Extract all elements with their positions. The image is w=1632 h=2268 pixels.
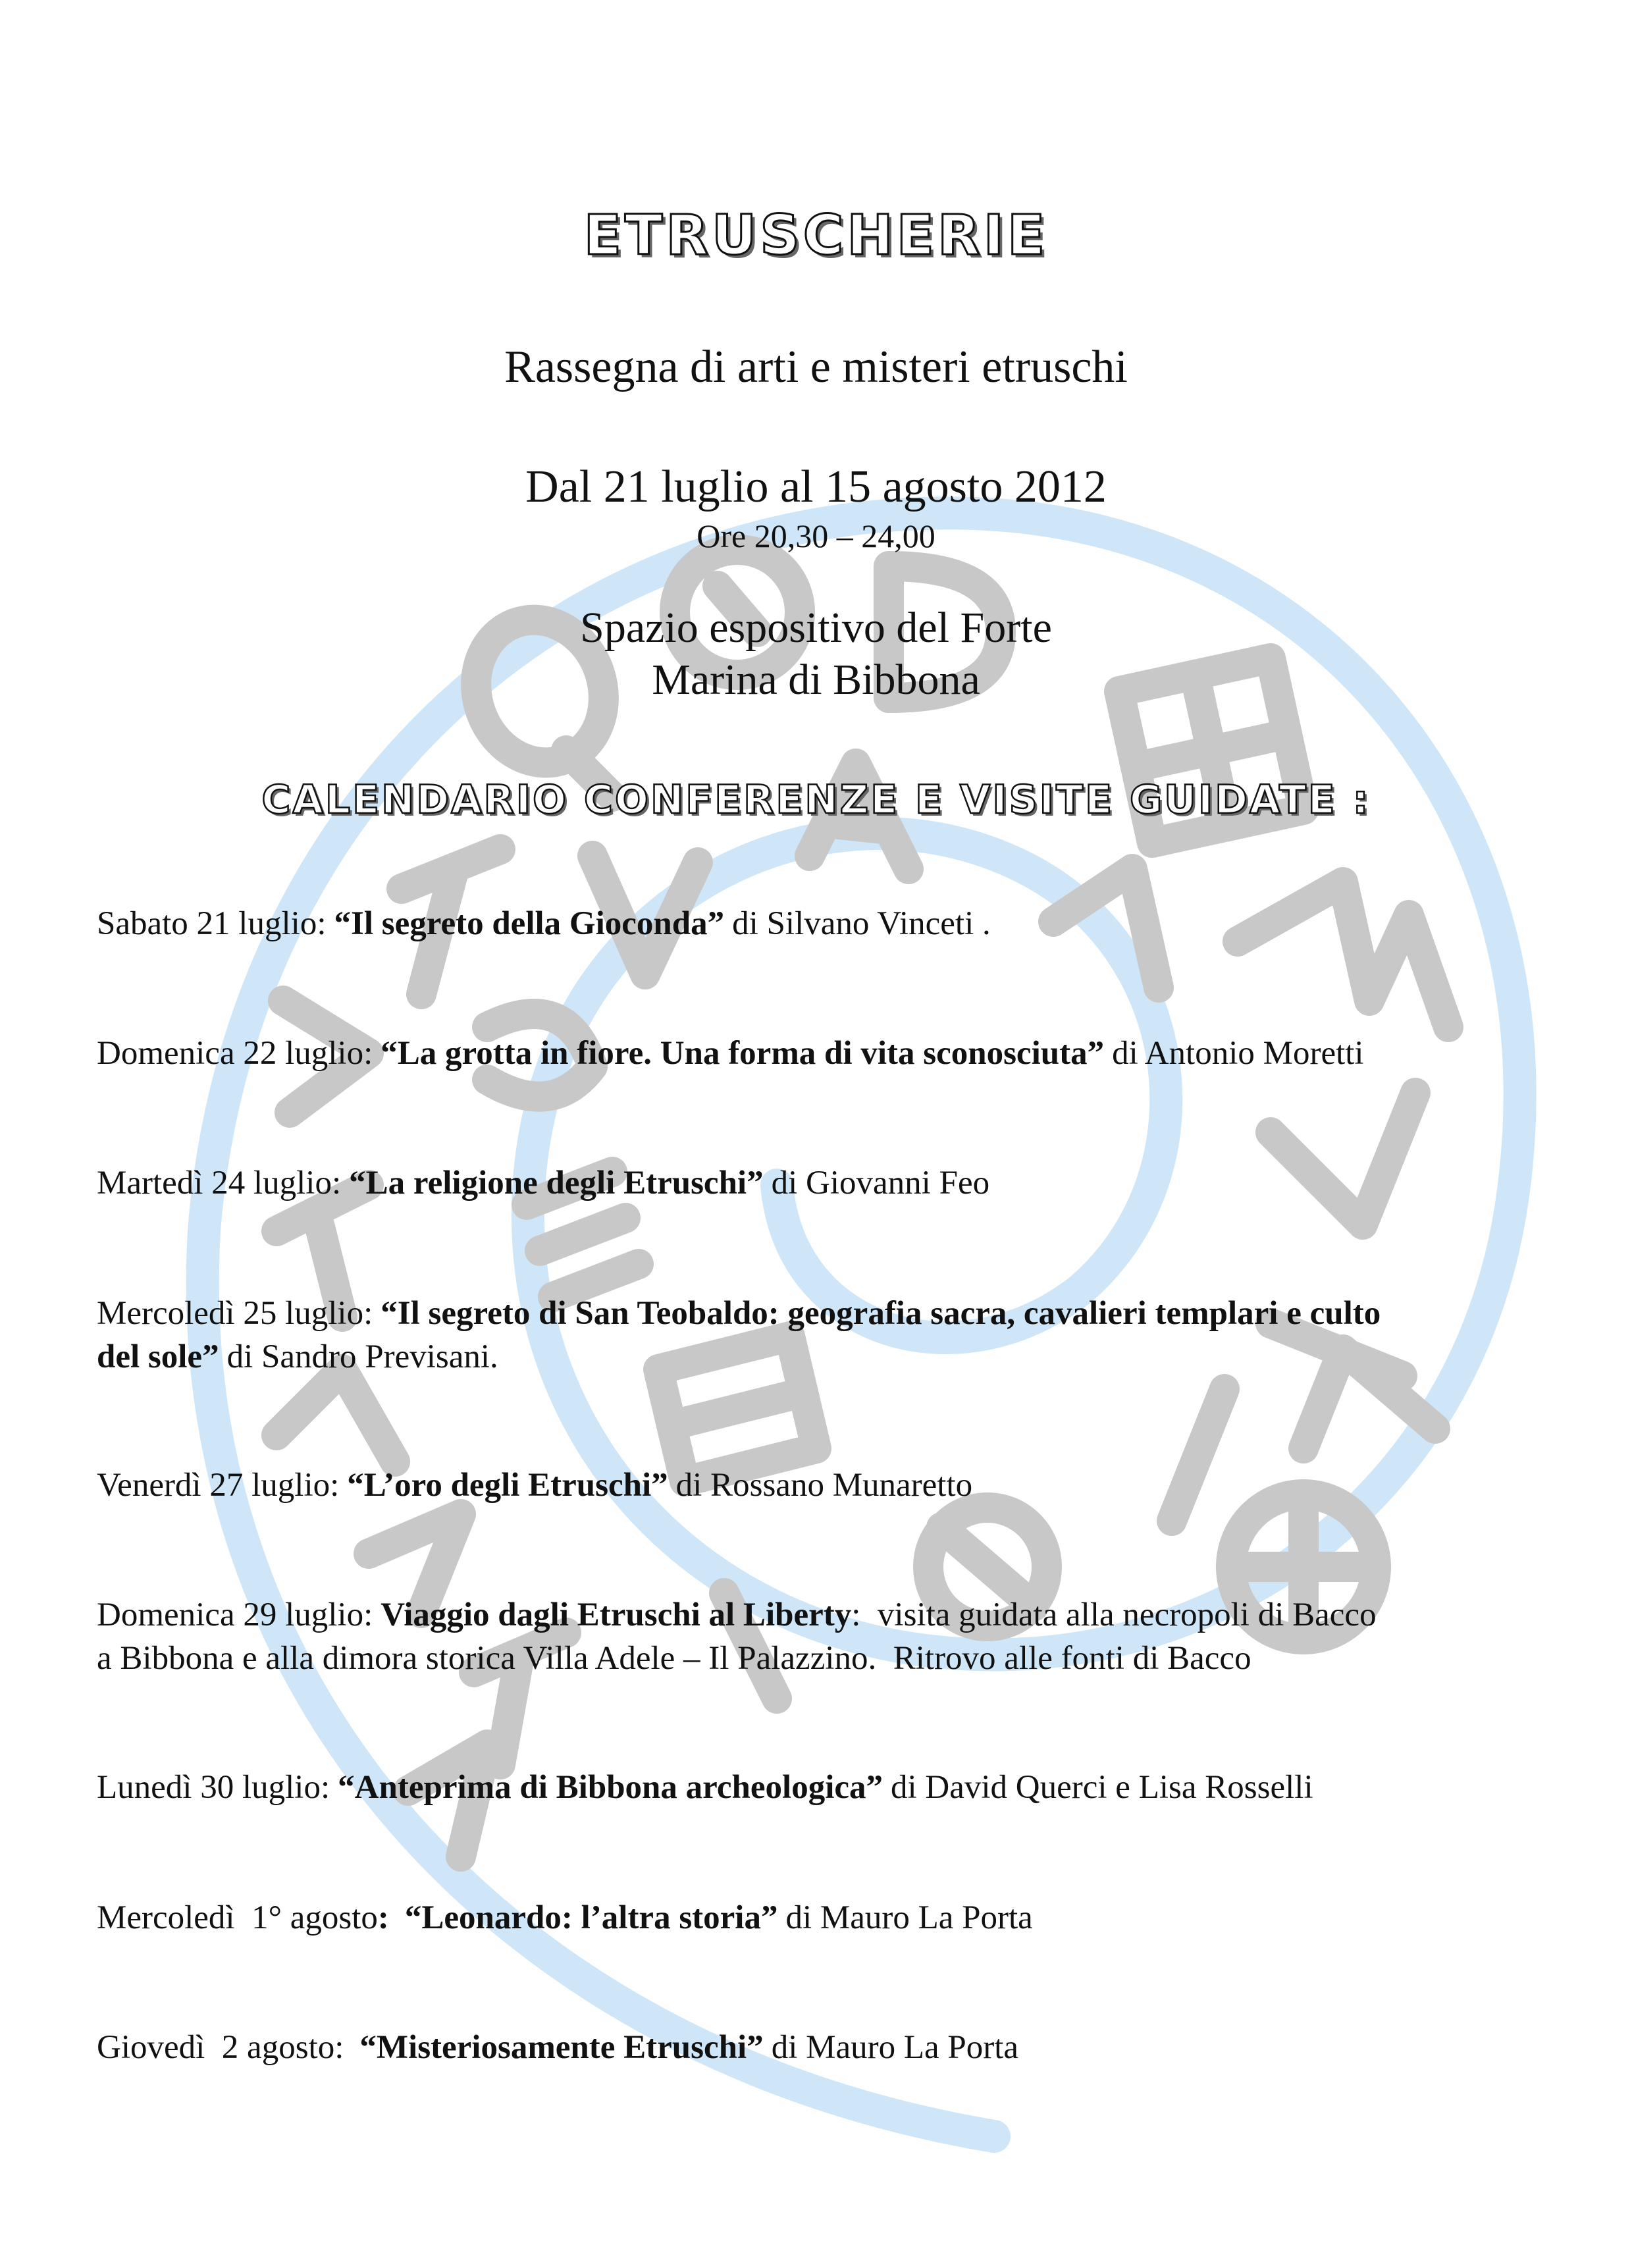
event-speaker: di Antonio Moretti xyxy=(1112,1035,1364,1072)
calendar-event xyxy=(97,1464,1545,1507)
event-date: Giovedì 2 agosto: xyxy=(97,2029,344,2066)
calendar-event xyxy=(97,1032,1545,1075)
calendar-event xyxy=(97,1896,1545,1939)
calendar-event xyxy=(97,2026,1545,2069)
event-speaker: di Giovanni Feo xyxy=(771,1165,990,1201)
event-title: “L’oro degli Etruschi” xyxy=(347,1467,668,1504)
event-line xyxy=(97,1593,1545,1637)
event-speaker: di David Querci e Lisa Rosselli xyxy=(891,1769,1313,1806)
event-speaker: di Sandro Previsani. xyxy=(226,1338,498,1375)
event-speaker: di Mauro La Porta xyxy=(785,1899,1033,1936)
event-date: Sabato 21 luglio: xyxy=(97,905,327,942)
event-title: “Leonardo: l’altra storia” xyxy=(404,1899,778,1936)
event-title: “La grotta in fiore. Una forma di vita sconosciuta” xyxy=(381,1035,1105,1072)
event-speaker: di Rossano Munaretto xyxy=(675,1467,973,1504)
venue-location: Marina di Bibbona xyxy=(652,656,980,704)
calendar-event xyxy=(97,1766,1545,1809)
event-title: “Misteriosamente Etruschi” xyxy=(359,2029,764,2066)
event-date: Venerdì 27 luglio: xyxy=(97,1467,340,1504)
event-line xyxy=(97,1292,1545,1335)
event-title-cont: del sole” xyxy=(97,1338,219,1375)
calendar-event xyxy=(97,1292,1545,1379)
event-title: “Il segreto della Gioconda” xyxy=(334,905,725,942)
venue-name: Spazio espositivo del Forte xyxy=(580,604,1052,652)
event-title: Viaggio dagli Etruschi al Liberty xyxy=(381,1596,852,1633)
event-date: Mercoledì 1° agosto xyxy=(97,1899,378,1936)
calendar-heading: CALENDARIO CONFERENZE E VISITE GUIDATE : xyxy=(261,777,1371,823)
event-date: Mercoledì 25 luglio: xyxy=(97,1295,373,1332)
calendar-event xyxy=(97,1161,1545,1205)
page-subtitle: Rassegna di arti e misteri etruschi xyxy=(504,342,1128,392)
event-description: : visita guidata alla necropoli di Bacco xyxy=(851,1596,1377,1633)
event-date: Domenica 22 luglio: xyxy=(97,1035,373,1072)
event-line xyxy=(97,1637,1545,1680)
event-date: Domenica 29 luglio: xyxy=(97,1596,373,1633)
event-line xyxy=(97,1335,1545,1379)
event-title: “Anteprima di Bibbona archeologica” xyxy=(338,1769,883,1806)
page-title: ETRUSCHERIE xyxy=(583,203,1049,267)
event-speaker: di Silvano Vinceti . xyxy=(732,905,991,942)
event-date: Martedì 24 luglio: xyxy=(97,1165,342,1201)
event-date: Lunedì 30 luglio: xyxy=(97,1769,330,1806)
event-colon: : xyxy=(377,1899,389,1936)
event-dates: Dal 21 luglio al 15 agosto 2012 xyxy=(525,462,1107,512)
event-title: “Il segreto di San Teobaldo: geografia sacra, cavalieri templari e culto xyxy=(381,1295,1381,1332)
calendar-event xyxy=(97,902,1545,945)
event-speaker: di Mauro La Porta xyxy=(771,2029,1019,2066)
event-description-cont: a Bibbona e alla dimora storica Villa Adele – Il Palazzino. Ritrovo alle fonti di Bacco xyxy=(97,1640,1251,1677)
event-title: “La religione degli Etruschi” xyxy=(349,1165,764,1201)
event-hours: Ore 20,30 – 24,00 xyxy=(697,517,935,554)
calendar-event xyxy=(97,1593,1545,1680)
